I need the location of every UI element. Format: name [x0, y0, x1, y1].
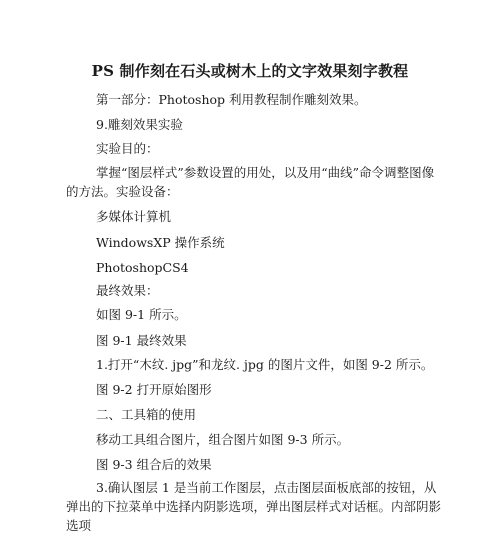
- paragraph-step-3: 3.确认图层 1 是当前工作图层，点击图层面板底部的按钮，从弹出的下拉菜单中选择内阴影选项，弹出图层样式对话框。内部阴影选项: [66, 480, 442, 533]
- paragraph-final-effect-label: 最终效果：: [96, 283, 159, 298]
- paragraph-equipment-3: PhotoshopCS4: [96, 260, 189, 275]
- paragraph-figure-9-3-caption: 图 9-3 组合后的效果: [96, 457, 212, 472]
- paragraph-figure-9-1-caption: 图 9-1 最终效果: [96, 333, 187, 348]
- paragraph-move-tool: 移动工具组合图片，组合图片如图 9-3 所示。: [96, 432, 350, 447]
- paragraph-section-9: 9.雕刻效果实验: [96, 117, 183, 132]
- paragraph-step-1: 1.打开“木纹. jpg”和龙纹. jpg 的图片文件，如图 9-2 所示。: [96, 357, 434, 372]
- paragraph-toolbox-heading: 二、工具箱的使用: [96, 407, 197, 422]
- paragraph-equipment-1: 多媒体计算机: [96, 209, 172, 224]
- paragraph-equipment-2: WindowsXP 操作系统: [96, 235, 225, 250]
- document-title: PS 制作刻在石头或树木上的文字效果刻字教程: [91, 62, 409, 80]
- paragraph-purpose-label: 实验目的：: [96, 141, 159, 156]
- paragraph-part-one: 第一部分：Photoshop 利用教程制作雕刻效果。: [96, 92, 367, 107]
- paragraph-figure-9-2-caption: 图 9-2 打开原始图形: [96, 382, 212, 397]
- paragraph-purpose-text: 掌握“图层样式”参数设置的用处，以及用“曲线”命令调整图像的方法。实验设备：: [66, 165, 435, 199]
- paragraph-figure-ref: 如图 9-1 所示。: [96, 307, 187, 322]
